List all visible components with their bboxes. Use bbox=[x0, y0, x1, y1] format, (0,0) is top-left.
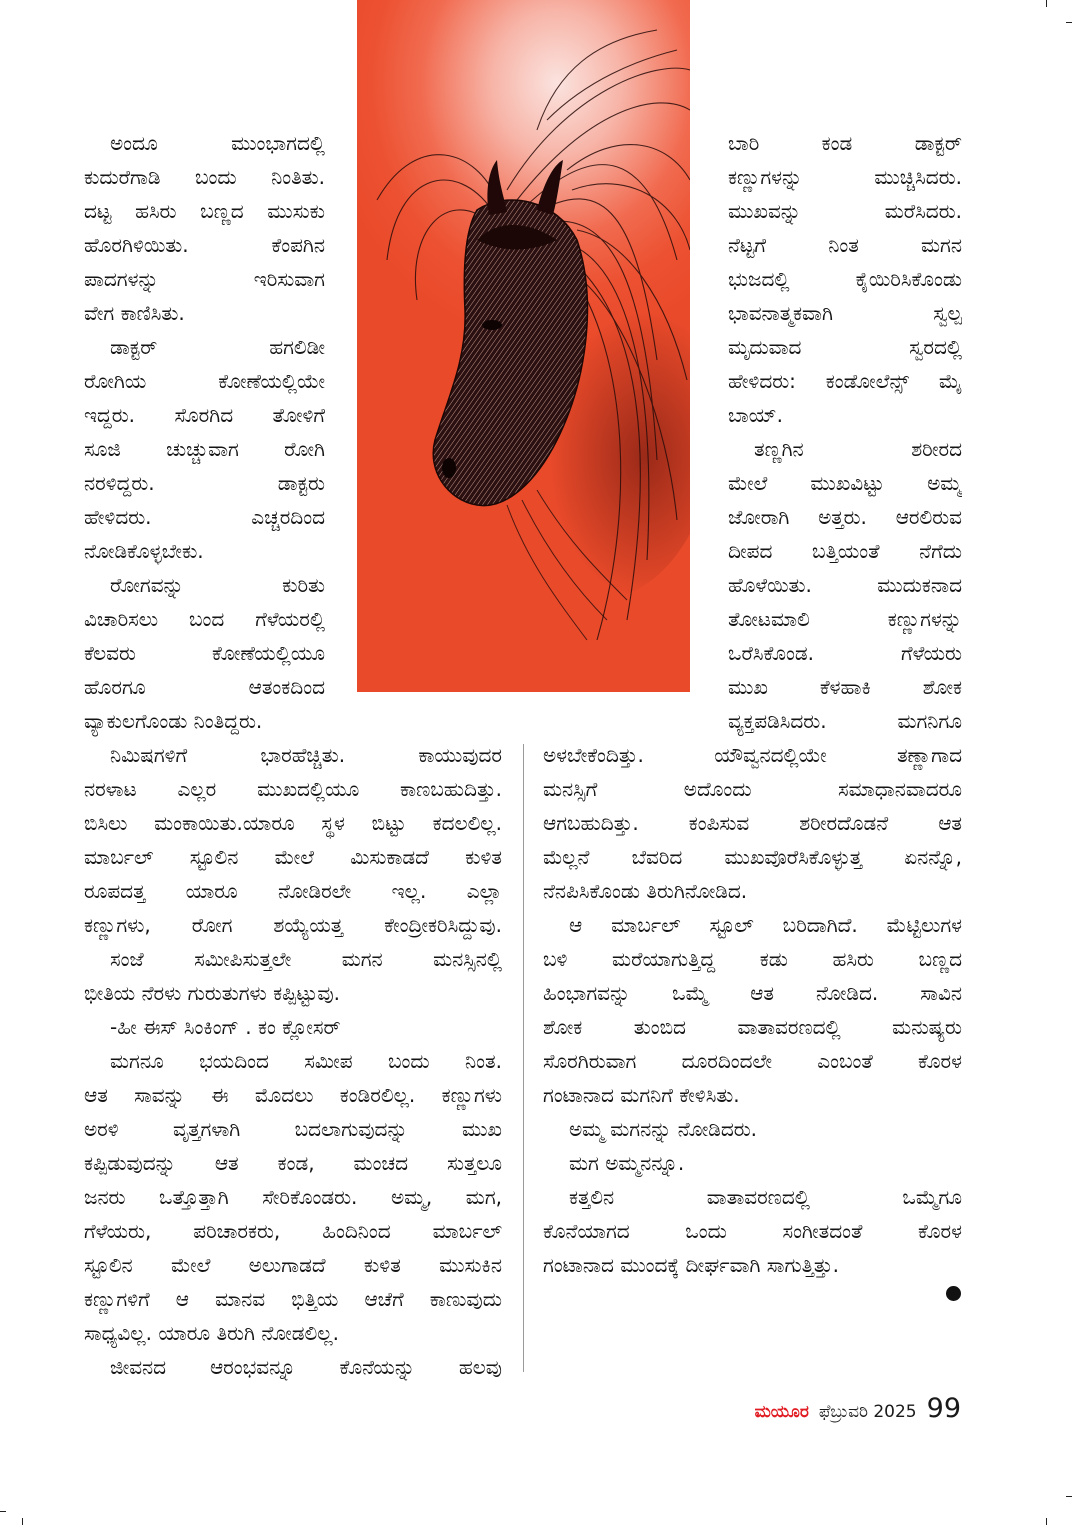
crop-mark bbox=[1066, 1496, 1072, 1497]
page-footer bbox=[755, 1393, 961, 1427]
text-line: ನಿಮಿಷಗಳಿಗೆ ಭಾರಹೆಚ್ಚಿತು. ಕಾಯುವುದರ bbox=[110, 743, 502, 767]
text-line: ಶೋಕ ತುಂಬಿದ ವಾತಾವರಣದಲ್ಲಿ ಮನುಷ್ಯರು bbox=[543, 1015, 962, 1039]
text-line: ಕೆಲವರು ಕೋಣೆಯಲ್ಲಿಯೂ bbox=[84, 641, 325, 665]
text-line: ಇದ್ದರು. ಸೊರಗಿದ ತೋಳಿಗೆ bbox=[84, 403, 325, 427]
text-line: ಬಾಯ್. bbox=[728, 403, 783, 427]
text-line: ಸ್ಟೂಲಿನ ಮೇಲೆ ಅಲುಗಾಡದೆ ಕುಳಿತ ಮುಸುಕಿನ bbox=[84, 1253, 502, 1277]
text-line: ರೋಗಿಯ ಕೋಣೆಯಲ್ಲಿಯೇ bbox=[84, 369, 325, 393]
text-line: ಕಣ್ಣುಗಳು, ರೋಗ ಶಯ್ಯೆಯತ್ತ ಕೇಂದ್ರೀಕರಿಸಿದ್ದುವು. bbox=[84, 913, 502, 937]
crop-mark bbox=[1066, 22, 1072, 23]
text-line: ರೂಪದತ್ತ ಯಾರೂ ನೋಡಿರಲೇ ಇಲ್ಲ. ಎಲ್ಲಾ bbox=[84, 879, 502, 903]
text-line: ಗಂಟಾನಾದ ಮುಂದಕ್ಕೆ ದೀರ್ಘವಾಗಿ ಸಾಗುತ್ತಿತ್ತು. bbox=[543, 1253, 839, 1277]
text-line: ತಣ್ಣಗಿನ ಶರೀರದ bbox=[754, 437, 962, 461]
page-number: 99 bbox=[926, 1393, 961, 1424]
text-line: ಮನಸ್ಸಿಗೆ ಅದೊಂದು ಸಮಾಧಾನವಾದರೂ bbox=[543, 777, 962, 801]
text-line: ಜೋರಾಗಿ ಅತ್ತರು. ಆರಲಿರುವ bbox=[728, 505, 962, 529]
column-left-bottom bbox=[84, 738, 502, 1384]
text-line: ಡಾಕ್ಟರ್ ಹಗಲಿಡೀ bbox=[110, 335, 325, 359]
text-line: ಹೊರಗೂ ಆತಂಕದಿಂದ bbox=[84, 675, 325, 699]
text-line: ಮಗನೂ ಭಯದಿಂದ ಸಮೀಪ ಬಂದು ನಿಂತ. bbox=[110, 1049, 502, 1073]
text-line: ಕತ್ತಲಿನ ವಾತಾವರಣದಲ್ಲಿ ಒಮ್ಮೆಗೂ bbox=[569, 1185, 962, 1209]
text-line: ಆ ಮಾರ್ಬಲ್ ಸ್ಟೂಲ್ ಬರಿದಾಗಿದೆ. ಮೆಟ್ಟಿಲುಗಳ bbox=[569, 913, 962, 937]
text-line: ಕುದುರೆಗಾಡಿ ಬಂದು ನಿಂತಿತು. bbox=[84, 165, 325, 189]
column-divider bbox=[523, 744, 524, 1372]
text-line: ಆತ ಸಾವನ್ನು ಈ ಮೊದಲು ಕಂಡಿರಲಿಲ್ಲ. ಕಣ್ಣುಗಳು bbox=[84, 1083, 502, 1107]
text-line: ಮೃದುವಾದ ಸ್ವರದಲ್ಲಿ bbox=[728, 335, 962, 359]
text-line: ಕೊನೆಯಾಗದ ಒಂದು ಸಂಗೀತದಂತೆ ಕೊರಳ bbox=[543, 1219, 962, 1243]
text-line: ಸೊರಗಿರುವಾಗ ದೂರದಿಂದಲೇ ಎಂಬಂತೆ ಕೊರಳ bbox=[543, 1049, 962, 1073]
text-line: ನರಳಿದ್ದರು. ಡಾಕ್ಟರು bbox=[84, 471, 325, 495]
horse-illustration bbox=[357, 0, 690, 692]
text-line: ವಿಚಾರಿಸಲು ಬಂದ ಗೆಳೆಯರಲ್ಲಿ bbox=[84, 607, 325, 631]
text-line: ಒರೆಸಿಕೊಂಡ. ಗೆಳೆಯರು bbox=[728, 641, 962, 665]
text-line: ಭೀತಿಯ ನೆರಳು ಗುರುತುಗಳು ಕಪ್ಪಿಟ್ಟುವು. bbox=[84, 981, 341, 1005]
end-of-story-bullet bbox=[946, 1286, 961, 1301]
column-right-top bbox=[728, 126, 962, 738]
text-line: ಹೊರಗಿಳಿಯಿತು. ಕೆಂಪಗಿನ bbox=[84, 233, 325, 257]
text-line: ಮೆಲ್ಲನೆ ಬೆವರಿದ ಮುಖವೊರೆಸಿಕೊಳ್ಳುತ್ತ ಏನನ್ನೊ, bbox=[543, 845, 962, 869]
text-line: ರೋಗವನ್ನು ಕುರಿತು bbox=[110, 573, 325, 597]
text-line: ವ್ಯಕ್ತಪಡಿಸಿದರು. ಮಗನಿಗೂ bbox=[728, 709, 962, 733]
crop-mark bbox=[22, 1518, 23, 1525]
text-line: ಮಾರ್ಬಲ್ ಸ್ಟೂಲಿನ ಮೇಲೆ ಮಿಸುಕಾಡದೆ ಕುಳಿತ bbox=[84, 845, 502, 869]
text-line: ಮಗ ಅಮ್ಮನನ್ನೂ. bbox=[569, 1151, 685, 1175]
text-line: ಭಾವನಾತ್ಮಕವಾಗಿ ಸ್ವಲ್ಪ bbox=[728, 301, 962, 325]
crop-mark bbox=[1046, 0, 1047, 7]
text-line: ನೆಟ್ಟಗೆ ನಿಂತ ಮಗನ bbox=[728, 233, 962, 257]
text-line: ಆಗಬಹುದಿತ್ತು. ಕಂಪಿಸುವ ಶರೀರದೊಡನೆ ಆತ bbox=[543, 811, 962, 835]
text-line: ಮುಖ ಕೆಳಹಾಕಿ ಶೋಕ bbox=[728, 675, 962, 699]
text-line: ನರಳಾಟ ಎಲ್ಲರ ಮುಖದಲ್ಲಿಯೂ ಕಾಣಬಹುದಿತ್ತು. bbox=[84, 777, 502, 801]
text-line: ಮುಖವನ್ನು ಮರೆಸಿದರು. bbox=[728, 199, 962, 223]
text-line: ನೆನಪಿಸಿಕೊಂಡು ತಿರುಗಿನೋಡಿದ. bbox=[543, 879, 748, 903]
text-line: -ಹೀ ಈಸ್ ಸಿಂಕಿಂಗ್ . ಕಂ ಕ್ಲೋಸರ್ bbox=[110, 1015, 341, 1039]
text-line: ಬಳಿ ಮರೆಯಾಗುತ್ತಿದ್ದ ಕಡು ಹಸಿರು ಬಣ್ಣದ bbox=[543, 947, 962, 971]
column-left-top bbox=[84, 126, 325, 738]
text-line: ಅರಳಿ ವೃತ್ತಗಳಾಗಿ ಬದಲಾಗುವುದನ್ನು ಮುಖ bbox=[84, 1117, 502, 1141]
horse-head-drawing bbox=[357, 0, 690, 692]
issue-date: ಫೆಬ್ರುವರಿ 2025 bbox=[818, 1402, 917, 1422]
text-line: ವೇಗ ಕಾಣಿಸಿತು. bbox=[84, 301, 185, 325]
text-line: ಬಿಸಿಲು ಮಂಕಾಯಿತು.ಯಾರೂ ಸ್ಥಳ ಬಿಟ್ಟು ಕದಲಲಿಲ್ಲ. bbox=[84, 811, 502, 835]
text-line: ಹೇಳಿದರು. ಎಚ್ಚರದಿಂದ bbox=[84, 505, 325, 529]
text-line: ಸೂಜಿ ಚುಚ್ಚುವಾಗ ರೋಗಿ bbox=[84, 437, 325, 461]
text-line: ಹೇಳಿದರು: ಕಂಡೋಲೆನ್ಸ್ ಮೈ bbox=[728, 369, 962, 393]
text-line: ಗೆಳೆಯರು, ಪರಿಚಾರಕರು, ಹಿಂದಿನಿಂದ ಮಾರ್ಬಲ್ bbox=[84, 1219, 502, 1243]
text-line: ಪಾದಗಳನ್ನು ಇರಿಸುವಾಗ bbox=[84, 267, 325, 291]
text-line: ಜನರು ಒತ್ತೊತ್ತಾಗಿ ಸೇರಿಕೊಂಡರು. ಅಮ್ಮ, ಮಗ, bbox=[84, 1185, 502, 1209]
text-line: ಅಳಬೇಕೆಂದಿತ್ತು. ಯೌವ್ವನದಲ್ಲಿಯೇ ತಣ್ಣಾಗಾದ bbox=[543, 743, 962, 767]
text-line: ಮೇಲೆ ಮುಖವಿಟ್ಟು ಅಮ್ಮ bbox=[728, 471, 962, 495]
text-line: ಅಮ್ಮ ಮಗನನ್ನು ನೋಡಿದರು. bbox=[569, 1117, 758, 1141]
crop-mark bbox=[0, 1511, 6, 1512]
text-line: ನೋಡಿಕೊಳ್ಳಬೇಕು. bbox=[84, 539, 204, 563]
text-line: ಗಂಟಾನಾದ ಮಗನಿಗೆ ಕೇಳಿಸಿತು. bbox=[543, 1083, 740, 1107]
text-line: ಬಾರಿ ಕಂಡ ಡಾಕ್ಟರ್ bbox=[728, 131, 962, 155]
text-line: ಕಣ್ಣುಗಳನ್ನು ಮುಚ್ಚಿಸಿದರು. bbox=[728, 165, 962, 189]
text-line: ಸಾಧ್ಯವಿಲ್ಲ. ಯಾರೂ ತಿರುಗಿ ನೋಡಲಿಲ್ಲ. bbox=[84, 1321, 339, 1345]
text-line: ಅಂದೂ ಮುಂಭಾಗದಲ್ಲಿ bbox=[110, 131, 325, 155]
text-line: ಸಂಜೆ ಸಮೀಪಿಸುತ್ತಲೇ ಮಗನ ಮನಸ್ಸಿನಲ್ಲಿ bbox=[110, 947, 502, 971]
column-right-bottom bbox=[543, 738, 962, 1282]
text-line: ಹಿಂಭಾಗವನ್ನು ಒಮ್ಮೆ ಆತ ನೋಡಿದ. ಸಾವಿನ bbox=[543, 981, 962, 1005]
text-line: ದಟ್ಟ ಹಸಿರು ಬಣ್ಣದ ಮುಸುಕು bbox=[84, 199, 325, 223]
text-line: ಜೀವನದ ಆರಂಭವನ್ನೂ ಕೊನೆಯನ್ನು ಹಲವು bbox=[110, 1355, 502, 1379]
crop-mark bbox=[1046, 1518, 1047, 1525]
text-line: ಕಣ್ಣುಗಳಿಗೆ ಆ ಮಾನವ ಭಿತ್ತಿಯ ಆಚೆಗೆ ಕಾಣುವುದು bbox=[84, 1287, 502, 1311]
text-line: ಭುಜದಲ್ಲಿ ಕೈಯಿರಿಸಿಕೊಂಡು bbox=[728, 267, 962, 291]
text-line: ತೋಟಮಾಲಿ ಕಣ್ಣುಗಳನ್ನು bbox=[728, 607, 962, 631]
text-line: ಹೊಳೆಯಿತು. ಮುದುಕನಾದ bbox=[728, 573, 962, 597]
text-line: ವ್ಯಾಕುಲಗೊಂಡು ನಿಂತಿದ್ದರು. bbox=[84, 709, 263, 733]
text-line: ದೀಪದ ಬತ್ತಿಯಂತೆ ನೆಗೆದು bbox=[728, 539, 962, 563]
magazine-logo: ಮಯೂರ bbox=[754, 1402, 809, 1422]
text-line: ಕಪ್ಪಿಡುವುದನ್ನು ಆತ ಕಂಡ, ಮಂಚದ ಸುತ್ತಲೂ bbox=[84, 1151, 502, 1175]
